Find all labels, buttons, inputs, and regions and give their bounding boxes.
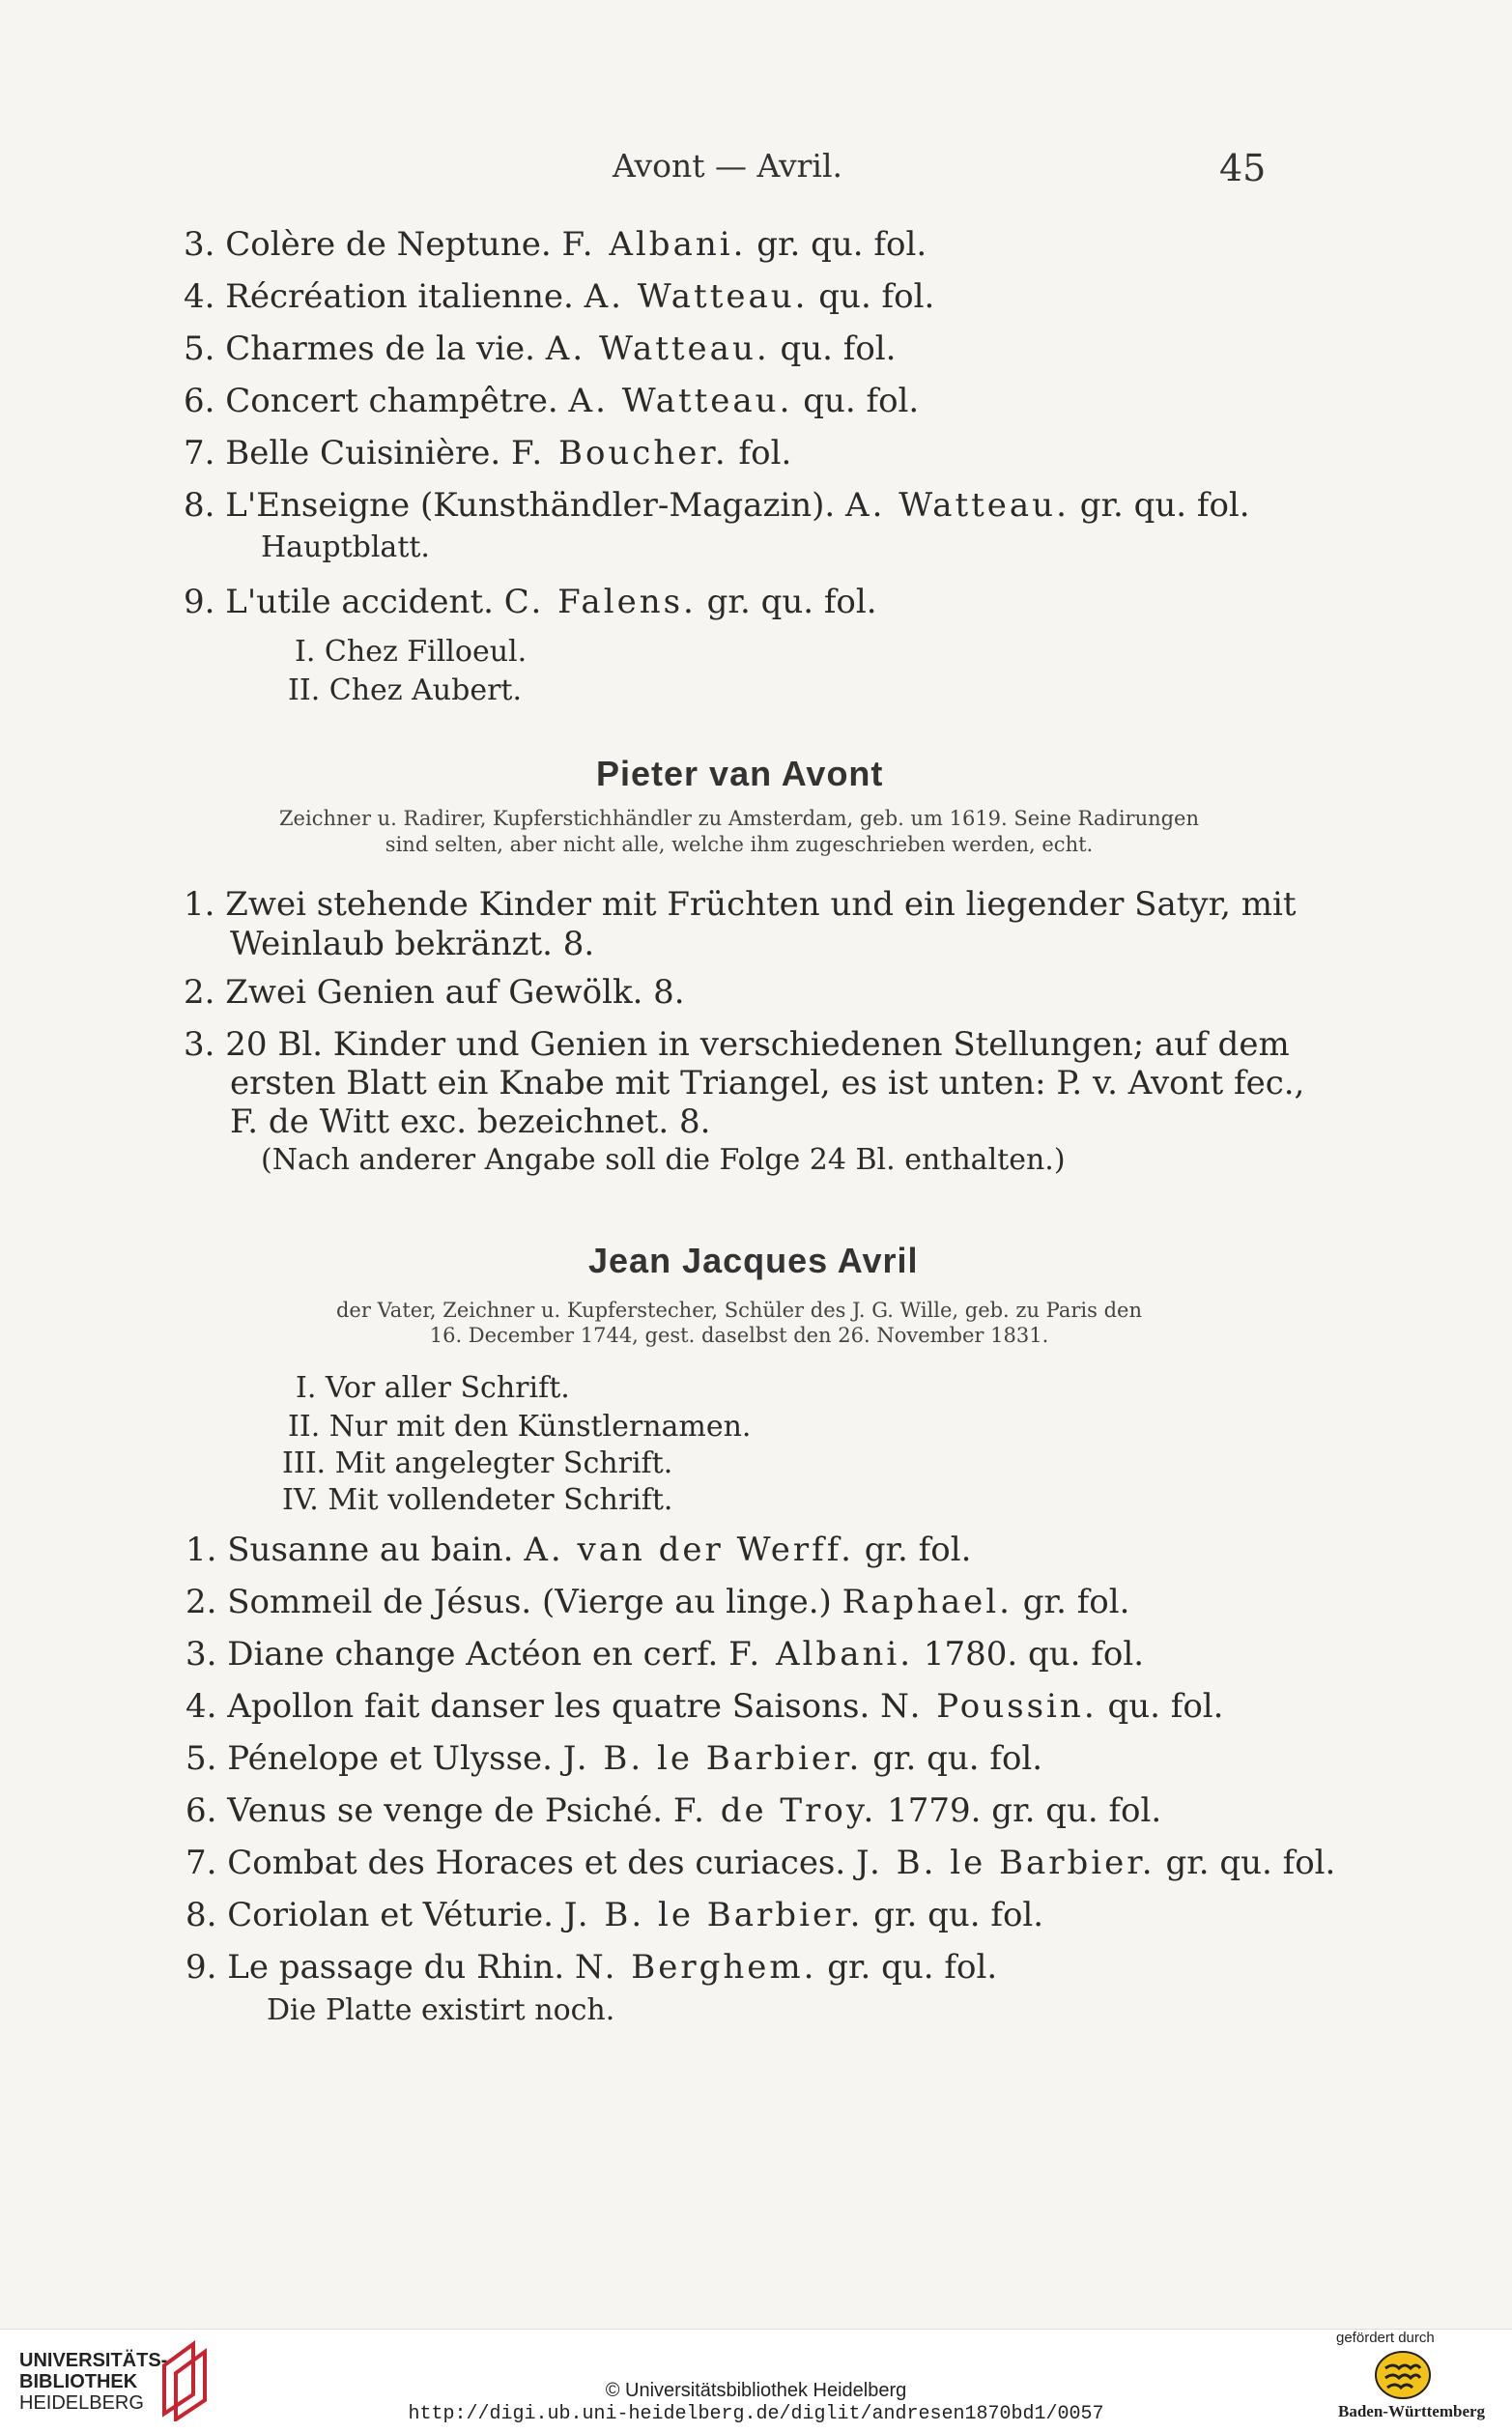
sponsor-name: Baden-Württemberg: [1338, 2402, 1486, 2420]
page-header: [0, 147, 1512, 195]
list-item: 8. Coriolan et Véturie. J. B. le Barbier. gr. qu. fol.: [185, 1896, 1044, 1934]
list-item: 7. Belle Cuisinière. F. Boucher. fol.: [184, 434, 792, 472]
list-item: 1. Zwei stehende Kinder mit Früchten und ein liegender Satyr, mit: [184, 885, 1297, 924]
list-item: 3. 20 Bl. Kinder und Genien in verschiedenen Stellungen; auf dem: [184, 1025, 1290, 1064]
list-item: 3. Diane change Actéon en cerf. F. Albani. 1780. qu. fol.: [185, 1635, 1145, 1674]
state-coat-of-arms-icon: [1372, 2349, 1434, 2401]
permalink-url[interactable]: http://digi.ub.uni-heidelberg.de/diglit/andresen1870bd1/0057: [408, 2403, 1104, 2425]
list-item: 2. Zwei Genien auf Gewölk. 8.: [184, 973, 685, 1012]
list-item: 2. Sommeil de Jésus. (Vierge au linge.) Raphael. gr. fol.: [185, 1583, 1130, 1621]
page-number: 45: [1219, 147, 1267, 189]
list-item: 6. Venus se venge de Psiché. F. de Troy. 1779. gr. qu. fol.: [185, 1791, 1162, 1830]
state-note: II. Chez Aubert.: [288, 673, 523, 707]
state-note: II. Nur mit den Künstlernamen.: [288, 1410, 752, 1444]
list-item: 9. L'utile accident. C. Falens. gr. qu. fol.: [184, 583, 877, 621]
item-note: Die Platte existirt noch.: [267, 1993, 615, 2027]
list-item-continuation: F. de Witt exc. bezeichnet. 8.: [230, 1102, 711, 1141]
list-item: 4. Apollon fait danser les quatre Saisons. N. Poussin. qu. fol.: [185, 1687, 1224, 1726]
list-item: 7. Combat des Horaces et des curiaces. J. B. le Barbier. gr. qu. fol.: [185, 1844, 1336, 1882]
list-item: 4. Récréation italienne. A. Watteau. qu. fol.: [184, 277, 935, 316]
list-item: 1. Susanne au bain. A. van der Werff. gr. fol.: [185, 1531, 972, 1569]
item-note: (Nach anderer Angabe soll die Folge 24 Bl. enthalten.): [261, 1143, 1066, 1177]
state-note: I. Chez Filloeul.: [295, 635, 528, 669]
biography-line: Zeichner u. Radirer, Kupferstichhändler zu Amsterdam, geb. um 1619. Seine Radirungen: [278, 807, 1200, 830]
item-note: Hauptblatt.: [261, 530, 430, 564]
list-item-continuation: Weinlaub bekränzt. 8.: [230, 925, 595, 963]
section-heading: Pieter van Avont: [596, 754, 884, 793]
list-item: 6. Concert champêtre. A. Watteau. qu. fol.: [184, 382, 920, 420]
list-item: 5. Charmes de la vie. A. Watteau. qu. fol.: [184, 329, 897, 368]
copyright-text: © Universitätsbibliothek Heidelberg: [605, 2380, 907, 2401]
sponsor-label: gefördert durch: [1336, 2330, 1435, 2346]
state-note: I. Vor aller Schrift.: [296, 1371, 570, 1405]
biography-line: sind selten, aber nicht alle, welche ihm zugeschrieben werden, echt.: [385, 833, 1094, 856]
section-heading: Jean Jacques Avril: [588, 1241, 919, 1280]
running-title: Avont — Avril.: [613, 147, 843, 185]
list-item-continuation: ersten Blatt ein Knabe mit Triangel, es ist unten: P. v. Avont fec.,: [230, 1064, 1305, 1102]
list-item: 5. Pénelope et Ulysse. J. B. le Barbier. gr. qu. fol.: [185, 1739, 1043, 1778]
biography-line: 16. December 1744, gest. daselbst den 26. November 1831.: [429, 1324, 1049, 1347]
list-item: 9. Le passage du Rhin. N. Berghem. gr. qu. fol.: [185, 1948, 998, 1987]
list-item: 8. L'Enseigne (Kunsthändler-Magazin). A. Watteau. gr. qu. fol.: [184, 486, 1250, 525]
biography-line: der Vater, Zeichner u. Kupferstecher, Schüler des J. G. Wille, geb. zu Paris den: [335, 1299, 1142, 1322]
state-note: IV. Mit vollendeter Schrift.: [282, 1483, 673, 1517]
library-logo-text[interactable]: UNIVERSITÄTS- BIBLIOTHEK HEIDELBERG: [19, 2350, 168, 2414]
list-item: 3. Colère de Neptune. F. Albani. gr. qu. fol.: [184, 225, 927, 264]
state-note: III. Mit angelegter Schrift.: [282, 1446, 673, 1480]
